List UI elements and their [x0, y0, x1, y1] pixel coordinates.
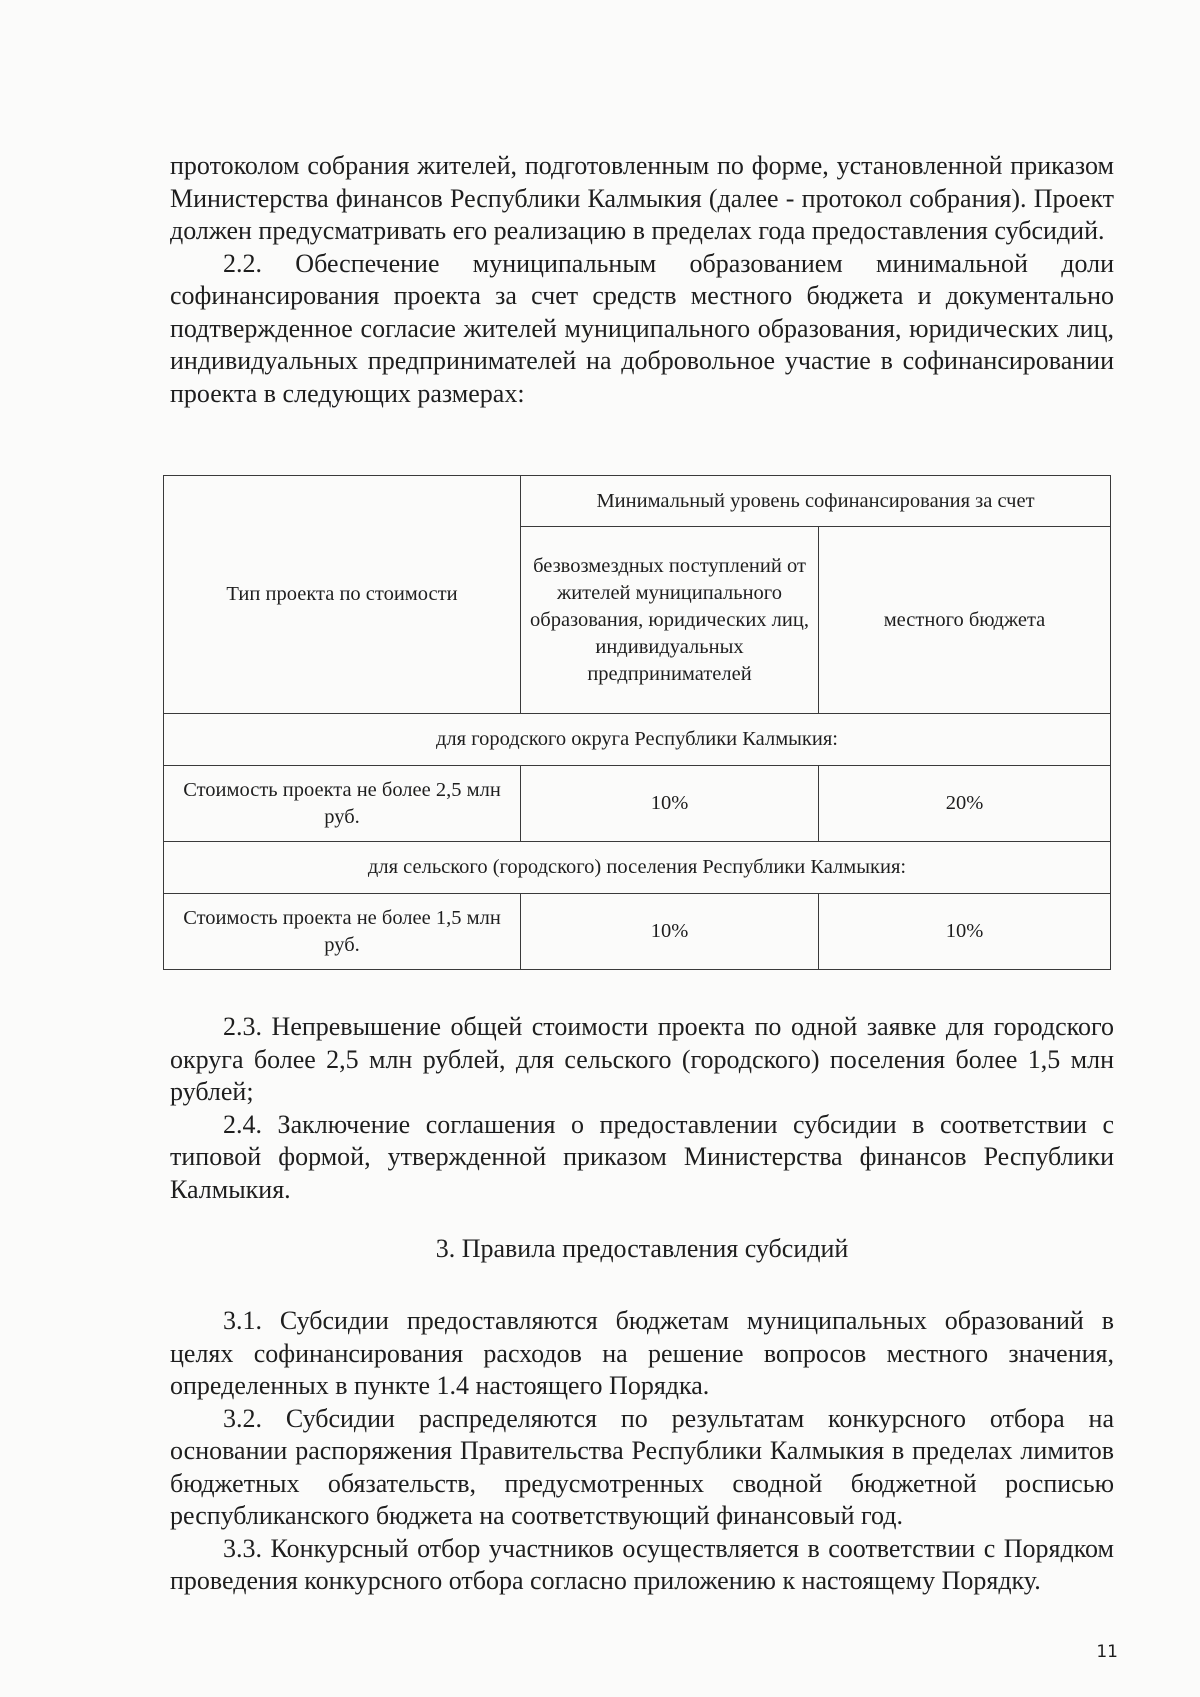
paragraph-3-3: 3.3. Конкурсный отбор участников осуществляется в соответствии с Порядком проведения конкурсного отбора согласно приложению к настоящему Порядку. [170, 1533, 1114, 1595]
cofinancing-table [163, 475, 1111, 970]
paragraph-protocol-continuation: протоколом собрания жителей, подготовленным по форме, установленной приказом Министерства финансов Республики Калмыкия (далее - протокол собрания). Проект должен предусматривать его реализацию в пределах года предоставления субсидий. [170, 151, 1114, 245]
table-row [164, 766, 1111, 842]
group-rural-settlement: для сельского (городского) поселения Республики Калмыкия: [164, 842, 1111, 894]
header-local-budget: местного бюджета [819, 527, 1111, 714]
paragraph-3-2: 3.2. Субсидии распределяются по результатам конкурсного отбора на основании распоряжения Правительства Республики Калмыкия в пределах лимитов бюджетных обязательств, предусмотренных сводной бюджетной росписью республиканского бюджета на соответствующий финансовый год. [170, 1403, 1114, 1530]
paragraph-2-2: 2.2. Обеспечение муниципальным образованием минимальной доли софинансирования проекта за счет средств местного бюджета и документально подтвержденное согласие жителей муниципального образования, юридических лиц, индивидуальных предпринимателей на добровольное участие в софинансировании проекта в следующих размерах: [170, 248, 1114, 408]
text-block-mid [170, 1011, 1114, 1206]
text-block-bottom [170, 1305, 1114, 1598]
row-rural-label: Стоимость проекта не более 1,5 млн руб. [164, 894, 521, 970]
group-urban-district: для городского округа Республики Калмыкия: [164, 714, 1111, 766]
table-row [164, 894, 1111, 970]
page-number: 11 [1096, 1642, 1118, 1662]
row-rural-donations: 10% [521, 894, 819, 970]
paragraph-2-4: 2.4. Заключение соглашения о предоставлении субсидии в соответствии с типовой формой, утвержденной приказом Министерства финансов Республики Калмыкия. [170, 1109, 1114, 1204]
paragraph-3-1: 3.1. Субсидии предоставляются бюджетам муниципальных образований в целях софинансирования расходов на решение вопросов местного значения, определенных в пункте 1.4 настоящего Порядка. [170, 1306, 1114, 1400]
paragraph-2-3: 2.3. Непревышение общей стоимости проекта по одной заявке для городского округа более 2,5 млн рублей, для сельского (городского) поселения более 1,5 млн рублей; [170, 1012, 1114, 1106]
header-min-level: Минимальный уровень софинансирования за счет [521, 476, 1111, 527]
text-block-top [170, 150, 1114, 410]
row-rural-local-budget: 10% [819, 894, 1111, 970]
header-donations: безвозмездных поступлений от жителей муниципального образования, юридических лиц, индивидуальных предпринимателей [521, 527, 819, 714]
row-urban-label: Стоимость проекта не более 2,5 млн руб. [164, 766, 521, 842]
section-heading: 3. Правила предоставления субсидий [435, 1234, 849, 1263]
header-project-type: Тип проекта по стоимости [164, 476, 521, 714]
row-urban-local-budget: 20% [819, 766, 1111, 842]
row-urban-donations: 10% [521, 766, 819, 842]
